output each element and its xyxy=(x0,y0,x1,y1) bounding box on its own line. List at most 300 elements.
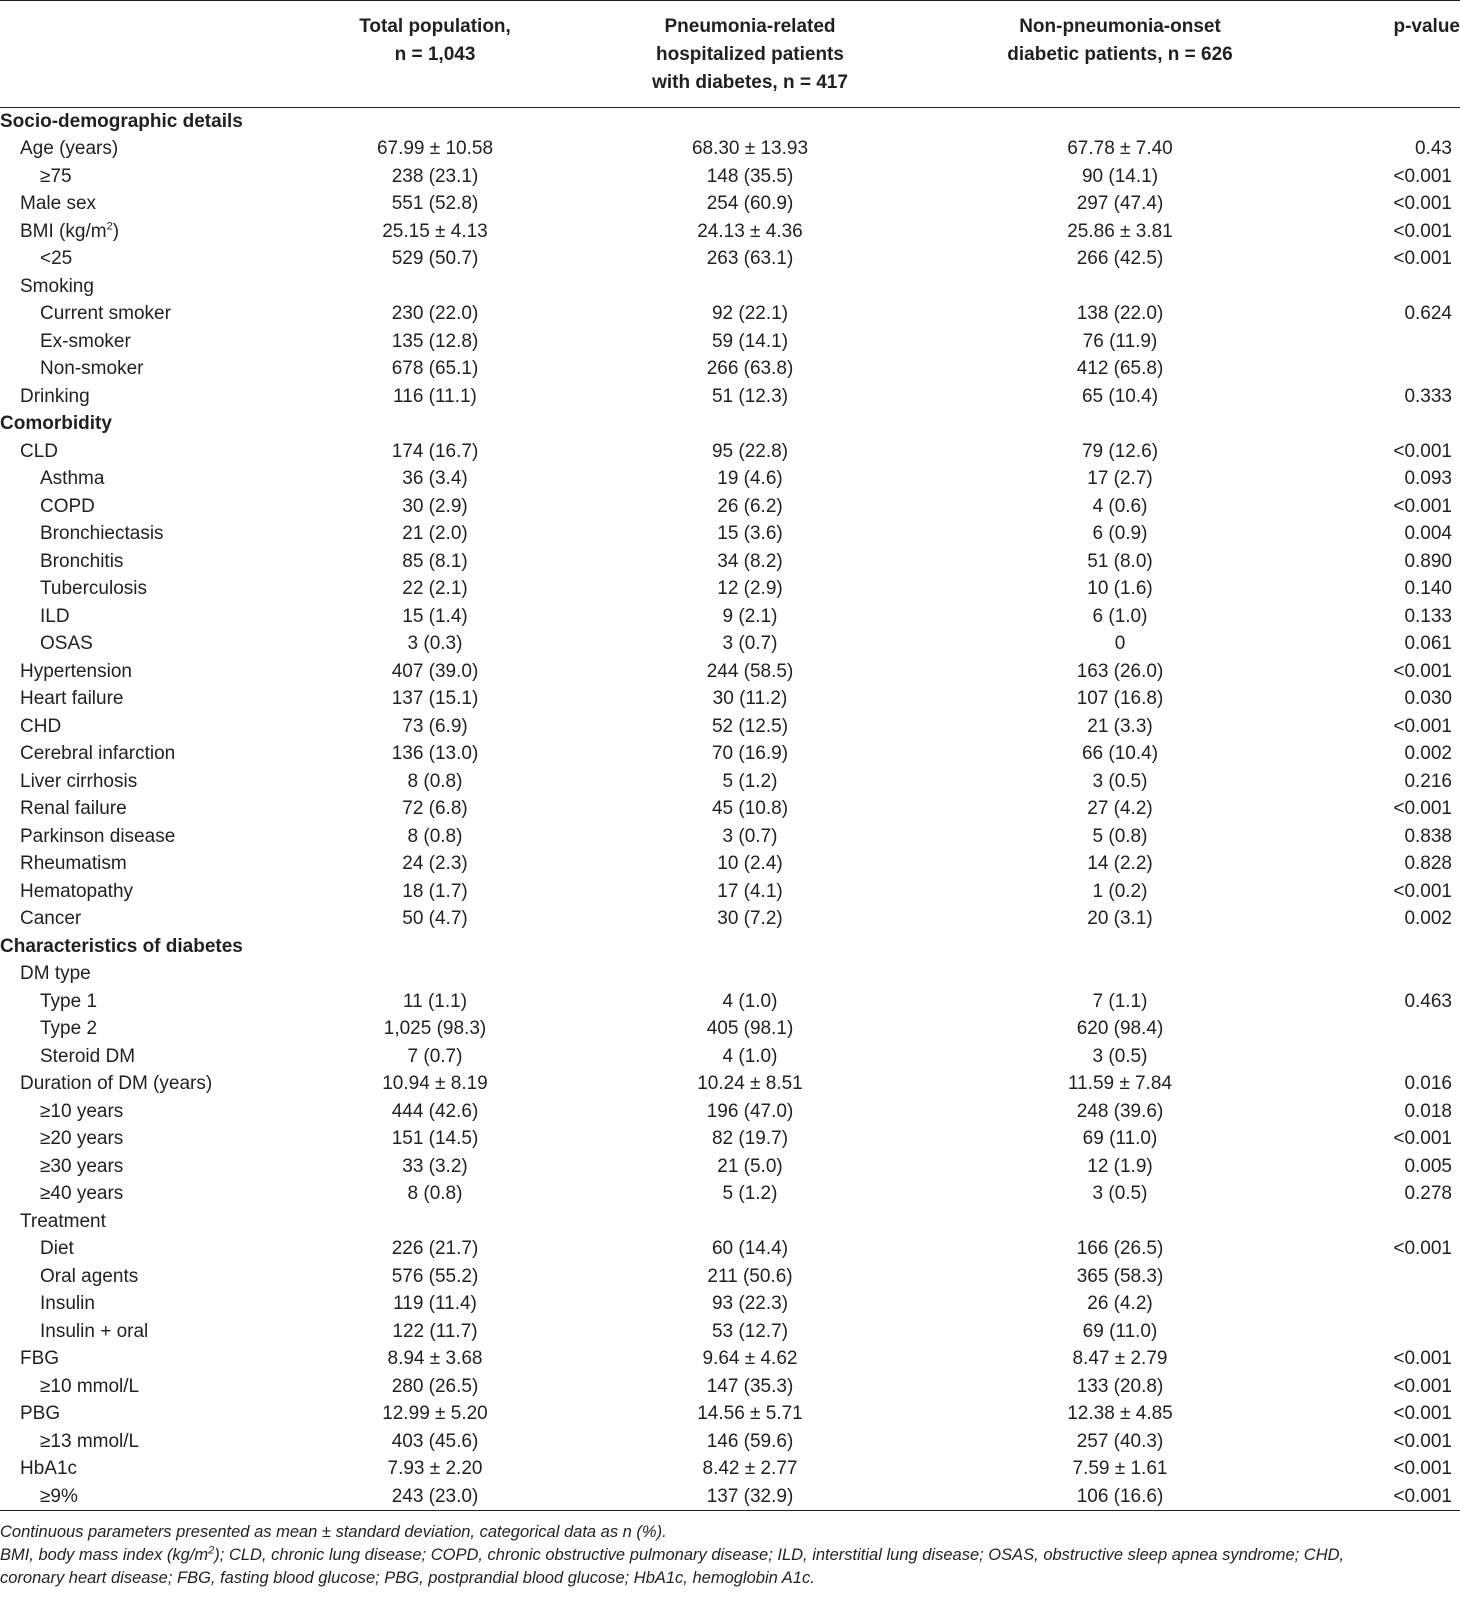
cell-total: 230 (22.0) xyxy=(391,303,479,325)
cell-pneumonia: 405 (98.1) xyxy=(706,1018,794,1040)
cell-total: 8 (0.8) xyxy=(407,770,463,792)
table-row xyxy=(0,603,1460,631)
row-label: Type 2 xyxy=(40,1018,98,1040)
cell-total xyxy=(300,410,570,438)
table-row xyxy=(0,685,1460,713)
table-row xyxy=(0,1400,1460,1428)
row-label: Treatment xyxy=(20,1210,106,1232)
cell-total: 137 (15.1) xyxy=(391,688,479,710)
cell-non-pneumonia: 3 (0.5) xyxy=(1092,1183,1148,1205)
row-label: ≥13 mmol/L xyxy=(40,1430,140,1452)
cell-pneumonia: 5 (1.2) xyxy=(722,1183,778,1205)
cell-pneumonia: 137 (32.9) xyxy=(570,1483,930,1511)
cell-p-value: <0.001 xyxy=(1310,1483,1460,1511)
cell-total: 151 (14.5) xyxy=(391,1128,479,1150)
row-label: ≥75 xyxy=(40,165,72,187)
cell-total: 576 (55.2) xyxy=(391,1265,479,1287)
cell-p-value: 0.093 xyxy=(1404,468,1452,490)
row-label: HbA1c xyxy=(20,1458,78,1480)
row-label: BMI $(kg/m^2)$ xyxy=(20,220,120,242)
table-row xyxy=(0,135,1460,163)
cell-non-pneumonia: 65 (10.4) xyxy=(1081,385,1159,407)
cell-non-pneumonia: 6 (1.0) xyxy=(1092,605,1148,627)
table-row xyxy=(0,630,1460,658)
cell-pneumonia xyxy=(570,273,930,301)
cell-pneumonia: 12 (2.9) xyxy=(717,578,783,600)
cell-total: 11 (1.1) xyxy=(402,990,468,1012)
cell-p-value xyxy=(1310,1208,1460,1236)
cell-pneumonia: 17 (4.1) xyxy=(717,880,783,902)
cell-p-value: 0.333 xyxy=(1404,385,1452,407)
table-footnotes xyxy=(0,1511,1460,1590)
section-header-row xyxy=(0,108,1460,136)
row-label: Asthma xyxy=(40,468,105,490)
row-label: Diet xyxy=(40,1238,74,1260)
cell-pneumonia: 10.24 ± 8.51 xyxy=(697,1073,803,1095)
table-row xyxy=(0,1318,1460,1346)
cell-p-value: <0.001 xyxy=(1393,1238,1452,1260)
cell-total: 67.99 ± 10.58 xyxy=(376,138,494,160)
cell-pneumonia: 51 (12.3) xyxy=(711,385,789,407)
cell-pneumonia: 196 (47.0) xyxy=(706,1100,794,1122)
cell-total: 10.94 ± 8.19 xyxy=(382,1073,488,1095)
cell-total: 12.99 ± 5.20 xyxy=(382,1403,488,1425)
row-label: ≥20 years xyxy=(40,1128,124,1150)
cell-p-value: 0.828 xyxy=(1404,853,1452,875)
cell-total: 529 (50.7) xyxy=(391,248,479,270)
cell-total: 33 (3.2) xyxy=(402,1155,468,1177)
table-row xyxy=(0,1015,1460,1043)
table-row xyxy=(0,1125,1460,1153)
row-label: Insulin + oral xyxy=(40,1320,149,1342)
cell-pneumonia: 53 (12.7) xyxy=(711,1320,789,1342)
row-label: Bronchiectasis xyxy=(40,523,164,545)
cell-pneumonia: 30 (7.2) xyxy=(717,908,783,930)
cell-total: 174 (16.7) xyxy=(391,440,479,462)
table-row xyxy=(0,823,1460,851)
cell-p-value: <0.001 xyxy=(1393,248,1452,270)
cell-pneumonia: 34 (8.2) xyxy=(717,550,783,572)
cell-pneumonia: 146 (59.6) xyxy=(706,1430,794,1452)
table-row xyxy=(0,1098,1460,1126)
cell-total: 73 (6.9) xyxy=(402,715,468,737)
cell-non-pneumonia: 69 (11.0) xyxy=(1082,1320,1158,1342)
footnote-line-2: BMI, body mass index $(kg/m^2)$; CLD, chronic lung disease; COPD, chronic obstructive pulmonary disease; ILD, interstitial lung disease; OSAS, obstructive sleep apnea syndrome; CHD, xyxy=(0,1544,1345,1564)
table-row xyxy=(0,1235,1460,1263)
cell-total xyxy=(300,108,570,136)
table-row xyxy=(0,1180,1460,1208)
cell-non-pneumonia: 257 (40.3) xyxy=(1076,1430,1164,1452)
cell-p-value xyxy=(1310,1290,1460,1318)
cell-non-pneumonia: 138 (22.0) xyxy=(1076,303,1164,325)
cell-p-value: <0.001 xyxy=(1393,440,1452,462)
table-row xyxy=(0,328,1460,356)
row-label: Non-smoker xyxy=(40,358,144,380)
row-label: DM type xyxy=(20,963,91,985)
cell-pneumonia xyxy=(570,108,930,136)
cell-pneumonia xyxy=(570,960,930,988)
cell-total: 72 (6.8) xyxy=(402,798,468,820)
section-header-row xyxy=(0,410,1460,438)
cell-p-value xyxy=(1310,328,1460,356)
cell-pneumonia: 52 (12.5) xyxy=(711,715,789,737)
cell-total: 119 (11.4) xyxy=(393,1293,477,1315)
cell-non-pneumonia: 6 (0.9) xyxy=(1092,523,1148,545)
table-row xyxy=(0,658,1460,686)
cell-total xyxy=(300,273,570,301)
table-row xyxy=(0,1070,1460,1098)
cell-total: 1,025 (98.3) xyxy=(383,1018,487,1040)
cell-non-pneumonia: 66 (10.4) xyxy=(1081,743,1159,765)
table-row xyxy=(0,1043,1460,1071)
cell-pneumonia: 21 (5.0) xyxy=(717,1155,783,1177)
cell-non-pneumonia: 106 (16.6) xyxy=(930,1483,1310,1511)
cell-non-pneumonia: 11.59 ± 7.84 xyxy=(1067,1073,1173,1095)
row-label: Rheumatism xyxy=(20,853,127,875)
cell-p-value: <0.001 xyxy=(1393,495,1452,517)
table-row xyxy=(0,300,1460,328)
cell-total xyxy=(300,960,570,988)
cell-pneumonia: 15 (3.6) xyxy=(717,523,783,545)
cell-p-value: <0.001 xyxy=(1393,1348,1452,1370)
cell-p-value: <0.001 xyxy=(1393,193,1452,215)
cell-non-pneumonia: 67.78 ± 7.40 xyxy=(1067,138,1173,160)
cell-pneumonia: 211 (50.6) xyxy=(707,1265,793,1287)
cell-non-pneumonia: 14 (2.2) xyxy=(1087,853,1153,875)
cell-pneumonia: 4 (1.0) xyxy=(722,1045,778,1067)
cell-non-pneumonia: 166 (26.5) xyxy=(1076,1238,1164,1260)
cell-total: 24 (2.3) xyxy=(402,853,468,875)
cell-p-value: <0.001 xyxy=(1393,798,1452,820)
cell-p-value xyxy=(1310,1318,1460,1346)
table-row xyxy=(0,740,1460,768)
table-row xyxy=(0,878,1460,906)
table-row xyxy=(0,768,1460,796)
cell-p-value: 0.890 xyxy=(1404,550,1452,572)
cell-pneumonia: 70 (16.9) xyxy=(711,743,789,765)
cell-p-value: <0.001 xyxy=(1393,165,1452,187)
baseline-characteristics-table xyxy=(0,1,1460,1511)
cell-total: 678 (65.1) xyxy=(391,358,479,380)
row-label: Liver cirrhosis xyxy=(20,770,138,792)
cell-p-value: 0.005 xyxy=(1404,1155,1452,1177)
cell-non-pneumonia: 248 (39.6) xyxy=(1076,1100,1164,1122)
cell-total: 85 (8.1) xyxy=(402,550,468,572)
cell-p-value xyxy=(1310,355,1460,383)
cell-p-value xyxy=(1310,1015,1460,1043)
cell-p-value: 0.463 xyxy=(1404,990,1452,1012)
cell-non-pneumonia: 107 (16.8) xyxy=(1076,688,1164,710)
cell-total: 21 (2.0) xyxy=(402,523,468,545)
cell-non-pneumonia: 20 (3.1) xyxy=(1087,908,1153,930)
cell-pneumonia: 19 (4.6) xyxy=(717,468,783,490)
cell-total: 444 (42.6) xyxy=(391,1100,479,1122)
cell-p-value: <0.001 xyxy=(1393,660,1452,682)
row-label: Bronchitis xyxy=(40,550,124,572)
cell-p-value: 0.030 xyxy=(1404,688,1452,710)
cell-non-pneumonia: 133 (20.8) xyxy=(1076,1375,1164,1397)
table-row xyxy=(0,1373,1460,1401)
row-label: Insulin xyxy=(40,1293,95,1315)
cell-non-pneumonia xyxy=(930,410,1310,438)
row-label: ≥30 years xyxy=(40,1155,124,1177)
cell-p-value: 0.018 xyxy=(1404,1100,1452,1122)
cell-non-pneumonia: 25.86 ± 3.81 xyxy=(1067,220,1173,242)
header-p-value: p-value xyxy=(1393,16,1460,37)
table-body xyxy=(0,108,1460,1511)
cell-p-value: <0.001 xyxy=(1393,715,1452,737)
cell-pneumonia: 266 (63.8) xyxy=(706,358,794,380)
cell-p-value: 0.278 xyxy=(1404,1183,1452,1205)
table-row xyxy=(0,493,1460,521)
row-label: Characteristics of diabetes xyxy=(0,935,243,957)
cell-non-pneumonia: 3 (0.5) xyxy=(1092,1045,1148,1067)
cell-pneumonia: 59 (14.1) xyxy=(711,330,789,352)
table-row xyxy=(0,520,1460,548)
row-label: Ex-smoker xyxy=(40,330,131,352)
cell-total: 7.93 ± 2.20 xyxy=(387,1458,483,1480)
table-row xyxy=(0,575,1460,603)
row-label: FBG xyxy=(20,1348,60,1370)
cell-pneumonia: 45 (10.8) xyxy=(711,798,789,820)
table-row xyxy=(0,1455,1460,1483)
cell-p-value: <0.001 xyxy=(1393,1458,1452,1480)
table-row xyxy=(0,1428,1460,1456)
cell-non-pneumonia: 21 (3.3) xyxy=(1087,715,1153,737)
row-label: Type 1 xyxy=(40,990,98,1012)
row-label: Parkinson disease xyxy=(20,825,176,847)
cell-pneumonia xyxy=(570,933,930,961)
table-row xyxy=(0,1483,1460,1511)
cell-non-pneumonia: 1 (0.2) xyxy=(1092,880,1148,902)
cell-p-value: 0.838 xyxy=(1404,825,1452,847)
cell-non-pneumonia: 266 (42.5) xyxy=(1076,248,1164,270)
row-label: Cerebral infarction xyxy=(20,743,176,765)
row-label: Hematopathy xyxy=(20,880,134,902)
cell-pneumonia: 95 (22.8) xyxy=(711,440,789,462)
cell-non-pneumonia: 8.47 ± 2.79 xyxy=(1072,1348,1168,1370)
cell-p-value: 0.061 xyxy=(1404,633,1452,655)
cell-total: 8 (0.8) xyxy=(407,1183,463,1205)
table-row xyxy=(0,465,1460,493)
table-row xyxy=(0,245,1460,273)
cell-non-pneumonia: 12 (1.9) xyxy=(1087,1155,1153,1177)
table-row xyxy=(0,795,1460,823)
row-label: Drinking xyxy=(20,385,90,407)
cell-p-value: <0.001 xyxy=(1393,1403,1452,1425)
cell-pneumonia xyxy=(570,1208,930,1236)
row-label: PBG xyxy=(20,1403,61,1425)
cell-pneumonia: 60 (14.4) xyxy=(711,1238,789,1260)
cell-p-value xyxy=(1310,933,1460,961)
cell-pneumonia: 4 (1.0) xyxy=(722,990,778,1012)
row-label: Oral agents xyxy=(40,1265,139,1287)
table-row xyxy=(0,713,1460,741)
cell-non-pneumonia: 7 (1.1) xyxy=(1092,990,1148,1012)
cell-non-pneumonia: 69 (11.0) xyxy=(1082,1128,1158,1150)
cell-non-pneumonia xyxy=(930,933,1310,961)
cell-total: 403 (45.6) xyxy=(391,1430,479,1452)
cell-total: 238 (23.1) xyxy=(391,165,479,187)
cell-total: 30 (2.9) xyxy=(402,495,468,517)
cell-p-value: 0.140 xyxy=(1404,578,1452,600)
cell-total: 226 (21.7) xyxy=(391,1238,479,1260)
cell-p-value: <0.001 xyxy=(1393,1430,1452,1452)
cell-non-pneumonia: 10 (1.6) xyxy=(1087,578,1153,600)
cell-total: 551 (52.8) xyxy=(391,193,479,215)
table-row xyxy=(0,1153,1460,1181)
cell-p-value: <0.001 xyxy=(1393,1375,1452,1397)
row-label: Smoking xyxy=(20,275,94,297)
table-row xyxy=(0,438,1460,466)
cell-non-pneumonia: 79 (12.6) xyxy=(1081,440,1159,462)
table-row xyxy=(0,850,1460,878)
cell-p-value xyxy=(1310,1263,1460,1291)
cell-pneumonia: 3 (0.7) xyxy=(722,825,778,847)
cell-total: 116 (11.1) xyxy=(393,385,477,407)
cell-p-value xyxy=(1310,1043,1460,1071)
table-row xyxy=(0,988,1460,1016)
table-row xyxy=(0,960,1460,988)
table-row xyxy=(0,163,1460,191)
cell-non-pneumonia: 297 (47.4) xyxy=(1076,193,1164,215)
row-label: Renal failure xyxy=(20,798,127,820)
cell-pneumonia xyxy=(570,410,930,438)
cell-total: 8 (0.8) xyxy=(407,825,463,847)
cell-pneumonia: 10 (2.4) xyxy=(717,853,783,875)
cell-total: 50 (4.7) xyxy=(402,908,468,930)
row-label: Steroid DM xyxy=(40,1045,136,1067)
cell-total: 136 (13.0) xyxy=(391,743,479,765)
row-label: Hypertension xyxy=(20,660,132,682)
cell-non-pneumonia: 7.59 ± 1.61 xyxy=(1072,1458,1168,1480)
cell-pneumonia: 82 (19.7) xyxy=(711,1128,789,1150)
cell-non-pneumonia xyxy=(930,273,1310,301)
row-label: Duration of DM (years) xyxy=(20,1073,213,1095)
table-row xyxy=(0,1263,1460,1291)
cell-pneumonia: 254 (60.9) xyxy=(706,193,794,215)
cell-total: 3 (0.3) xyxy=(407,633,463,655)
row-label: ≥10 years xyxy=(40,1100,124,1122)
cell-p-value xyxy=(1310,960,1460,988)
cell-total: 7 (0.7) xyxy=(407,1045,463,1067)
cell-pneumonia: 68.30 ± 13.93 xyxy=(691,138,809,160)
cell-p-value: 0.216 xyxy=(1404,770,1452,792)
row-label: CLD xyxy=(20,440,59,462)
row-label: ≥9% xyxy=(0,1483,300,1511)
cell-pneumonia: 3 (0.7) xyxy=(722,633,778,655)
table-row xyxy=(0,1290,1460,1318)
cell-total: 22 (2.1) xyxy=(402,578,468,600)
cell-non-pneumonia: 26 (4.2) xyxy=(1087,1293,1153,1315)
cell-non-pneumonia xyxy=(930,960,1310,988)
cell-non-pneumonia: 17 (2.7) xyxy=(1087,468,1153,490)
header-pneumonia-related: Pneumonia-related hospitalized patients with diabetes, n = 417 xyxy=(652,16,848,93)
cell-total: 25.15 ± 4.13 xyxy=(382,220,488,242)
cell-non-pneumonia: 51 (8.0) xyxy=(1087,550,1153,572)
cell-p-value: 0.002 xyxy=(1404,908,1452,930)
row-label: CHD xyxy=(20,715,62,737)
row-label: ≥10 mmol/L xyxy=(40,1375,140,1397)
cell-non-pneumonia: 4 (0.6) xyxy=(1092,495,1148,517)
table-row xyxy=(0,273,1460,301)
table-row xyxy=(0,218,1460,246)
cell-p-value xyxy=(1310,273,1460,301)
row-label: Cancer xyxy=(20,908,82,930)
cell-pneumonia: 93 (22.3) xyxy=(711,1293,789,1315)
footnote-line-1: Continuous parameters presented as mean ± standard deviation, categorical data as n (%). xyxy=(0,1522,667,1541)
cell-p-value: 0.43 xyxy=(1415,138,1452,160)
cell-total xyxy=(300,1208,570,1236)
cell-pneumonia: 148 (35.5) xyxy=(706,165,794,187)
cell-pneumonia: 8.42 ± 2.77 xyxy=(702,1458,798,1480)
cell-pneumonia: 244 (58.5) xyxy=(706,660,794,682)
cell-p-value: <0.001 xyxy=(1393,1128,1452,1150)
cell-non-pneumonia: 90 (14.1) xyxy=(1081,165,1159,187)
cell-total: 135 (12.8) xyxy=(391,330,479,352)
header-total-population: Total population, n = 1,043 xyxy=(359,16,511,65)
header-non-pneumonia-onset: Non-pneumonia-onset diabetic patients, n = 626 xyxy=(1007,16,1233,65)
cell-non-pneumonia xyxy=(930,1208,1310,1236)
cell-total: 122 (11.7) xyxy=(392,1320,478,1342)
table-row xyxy=(0,383,1460,411)
table-row xyxy=(0,190,1460,218)
table-row xyxy=(0,905,1460,933)
table-row xyxy=(0,1345,1460,1373)
cell-pneumonia: 263 (63.1) xyxy=(706,248,794,270)
cell-pneumonia: 24.13 ± 4.36 xyxy=(697,220,803,242)
cell-non-pneumonia: 76 (11.9) xyxy=(1082,330,1158,352)
table-row xyxy=(0,548,1460,576)
table-header xyxy=(0,1,1460,108)
cell-p-value xyxy=(1310,108,1460,136)
cell-pneumonia: 147 (35.3) xyxy=(706,1375,794,1397)
cell-pneumonia: 92 (22.1) xyxy=(711,303,789,325)
section-header-row xyxy=(0,933,1460,961)
cell-p-value: 0.002 xyxy=(1404,743,1452,765)
cell-p-value: <0.001 xyxy=(1393,220,1452,242)
cell-total: 18 (1.7) xyxy=(402,880,468,902)
cell-pneumonia: 14.56 ± 5.71 xyxy=(697,1403,803,1425)
cell-p-value xyxy=(1310,410,1460,438)
cell-non-pneumonia: 163 (26.0) xyxy=(1076,660,1164,682)
cell-non-pneumonia: 27 (4.2) xyxy=(1087,798,1153,820)
row-label: COPD xyxy=(40,495,95,517)
cell-non-pneumonia: 620 (98.4) xyxy=(1076,1018,1164,1040)
row-label: Comorbidity xyxy=(0,413,112,435)
cell-pneumonia: 5 (1.2) xyxy=(722,770,778,792)
cell-total: 8.94 ± 3.68 xyxy=(387,1348,483,1370)
row-label: ILD xyxy=(40,605,70,627)
row-label: Male sex xyxy=(20,193,97,215)
cell-total: 407 (39.0) xyxy=(391,660,479,682)
cell-total: 15 (1.4) xyxy=(402,605,468,627)
row-label: Current smoker xyxy=(40,303,171,325)
cell-pneumonia: 26 (6.2) xyxy=(717,495,783,517)
cell-total: 280 (26.5) xyxy=(391,1375,479,1397)
cell-pneumonia: 9.64 ± 4.62 xyxy=(702,1348,798,1370)
cell-non-pneumonia xyxy=(930,108,1310,136)
table-row xyxy=(0,1208,1460,1236)
cell-total: 243 (23.0) xyxy=(300,1483,570,1511)
row-label: Tuberculosis xyxy=(40,578,148,600)
cell-non-pneumonia: 365 (58.3) xyxy=(1076,1265,1164,1287)
cell-p-value: 0.016 xyxy=(1404,1073,1452,1095)
footnote-line-3: coronary heart disease; FBG, fasting blood glucose; PBG, postprandial blood glucose; HbA1c, hemoglobin A1c. xyxy=(0,1568,815,1587)
cell-total xyxy=(300,933,570,961)
cell-p-value: 0.004 xyxy=(1404,523,1452,545)
cell-p-value: <0.001 xyxy=(1393,880,1452,902)
